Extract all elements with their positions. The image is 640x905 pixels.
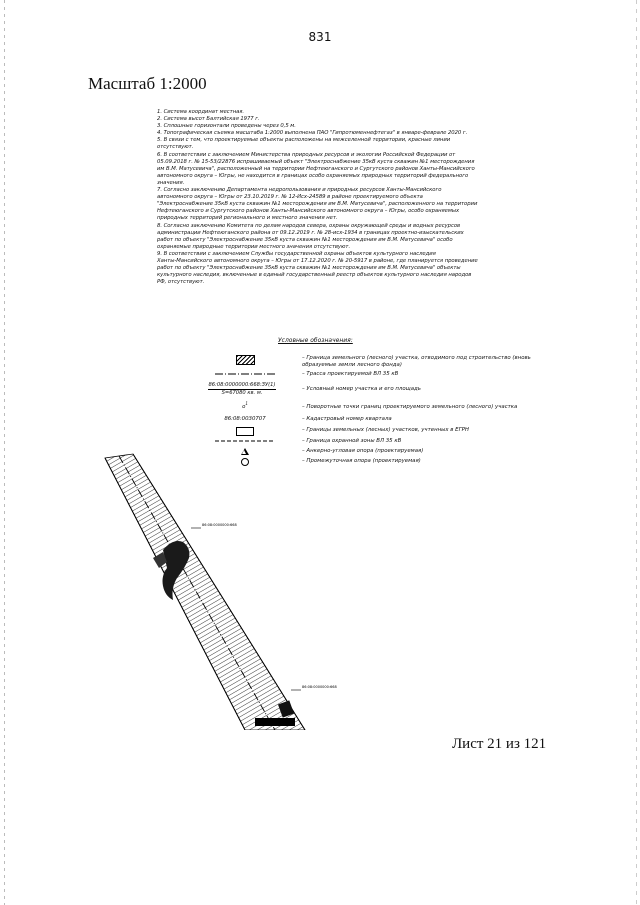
legend-label: – Промежуточная опора (проектируемая) [302,458,421,464]
rect-outline-icon [236,427,254,436]
sheet-number: Лист 21 из 121 [452,736,547,752]
turning-point-icon [242,401,248,410]
note-line: "Электроснабжение 35кВ куста скважин №1 месторождения им В.М. Матусевича", расположенного на территории [157,201,478,208]
note-line: РФ, отсутствуют. [157,279,205,286]
legend-symbol [200,401,290,410]
note-line: работ по объекту "Электроснабжение 35кВ куста скважин №1 месторождения им В.М. Матусевича" объекты [157,265,461,272]
parcel-fraction-icon [208,382,275,396]
note-line: охраняемые природные территории местного значения отсутствуют. [157,243,351,250]
legend-label: – Анкерно-угловая опора (проектируемая) [302,448,424,454]
legend-label: – Трасса проектируемой ВЛ 35 кВ [302,371,399,377]
legend-title: Условные обозначения: [278,337,353,344]
note-line: автономного округа – Югры от 23.10.2019 г. № 12-Исх-24589 в районе проектируемого объекта [157,194,423,201]
corridor-edge-left [105,458,245,730]
note-line: культурного наследия, включенные в единый государственный реестр объектов культурного наследия народов [157,272,472,279]
note-line: 6. В соответствии с заключением Министерства природных ресурсов и экологии Российской Федерации от [157,151,456,158]
note-line: 1. Система координат местная. [157,109,245,115]
turning-point-index: 1 [245,401,248,406]
legend-symbol [200,427,290,439]
scan-edge-left [4,0,5,905]
legend-symbol [200,355,290,368]
map-label-bottom: 86:08:0000000:668 [302,685,337,689]
parcel-area: S=67080 кв. м. [221,389,263,396]
note-line: 5. В связи с тем, что проектируемые объекты расположены на межселенной территории, красные линии [157,137,451,144]
map-label-top: 86:08:0000000:668 [202,523,237,527]
legend-label: – Граница охранной зоны ВЛ 35 кВ [302,438,402,444]
note-line: значения. [157,179,185,186]
turning-point-mark: o [242,403,246,410]
hatched-rect-icon [236,355,255,365]
legend-label: – Поворотные точки границ проектируемого земельного (лесного) участка [302,404,518,410]
note-line: Ханты-Мансийского автономного округа – Югры от 17.12.2020 г. № 20-5917 в районе, где планируется проведение [157,257,478,264]
legend-label: – Условный номер участка и его площадь [302,386,421,392]
legend-symbol [194,382,290,396]
support-block [255,718,295,726]
legend-symbol [200,416,290,423]
note-line: 8. Согласно заключению Комитета по делам народов севера, охраны окружающей среды и водных ресурсов [157,222,461,229]
legend-symbol [200,371,290,380]
parcel-number: 86:08:0000000:668:ЗУ(1) [208,382,276,388]
note-line: 05.09.2018 г. № 15-53/22876 испрашиваемый объект "Электроснабжение 35кВ куста скважин №1 месторождения [157,158,475,165]
legend-label: – Граница земельного (лесного) участка, отводимого под строительство (вновь образуемые земли лесного фонда) [302,355,531,368]
cadastral-number-icon: 86:08:0030707 [224,416,266,422]
note-line: 9. В соответствии с заключением Службы государственной охраны объектов культурного наследия [157,250,436,257]
note-line: 4. Топографическая съемка масштаба 1:2000 выполнена ПАО "Гипротюменнефтегаз" в январе-феврале 2020 г. [157,130,468,137]
note-line: 3. Сплошные горизонтали проведены через 0,5 м. [157,123,296,130]
note-line: Нефтеюганского и Сургутского районов Ханты-Мансийского автономного округа – Югры, особо охраняемых [157,208,460,215]
corridor-edge-right [133,454,305,730]
note-line: 7. Согласно заключению Департамента недропользования и природных ресурсов Ханты-Мансийского [157,187,442,194]
note-line: работ по объекту "Электроснабжение 35кВ куста скважин №1 месторождения им В.М. Матусевича" особо [157,236,453,243]
scale-title: Масштаб 1:2000 [88,74,207,93]
page-number: 831 [308,30,332,44]
map-fragment [95,440,355,730]
note-line: природных территорий регионального и местного значения нет. [157,215,338,222]
legend-label: – Кадастровый номер квартала [302,416,392,422]
note-line: отсутствуют. [157,144,194,151]
note-line: администрации Нефтеюганского района от 09.12.2019 г. № 28-исх-1934 в границах проектно-изыскательских [157,229,464,236]
notes-list [157,109,527,286]
land-plot-corridor [105,454,305,730]
scan-edge-right [636,0,637,905]
note-line: автономного округа – Югры, не находится в границах особо охраняемых природных территорий федерального [157,172,469,179]
dash-dot-line-icon [215,371,275,377]
note-line: им В.М. Матусевича", расположенный на территории Нефтеюганского и Сургутского районов Ханты-Мансийского [157,165,475,172]
legend-label: – Границы земельных (лесных) участков, учтенных в ЕГРН [302,427,469,433]
note-line: 2. Система высот Балтийская 1977 г. [157,116,260,123]
